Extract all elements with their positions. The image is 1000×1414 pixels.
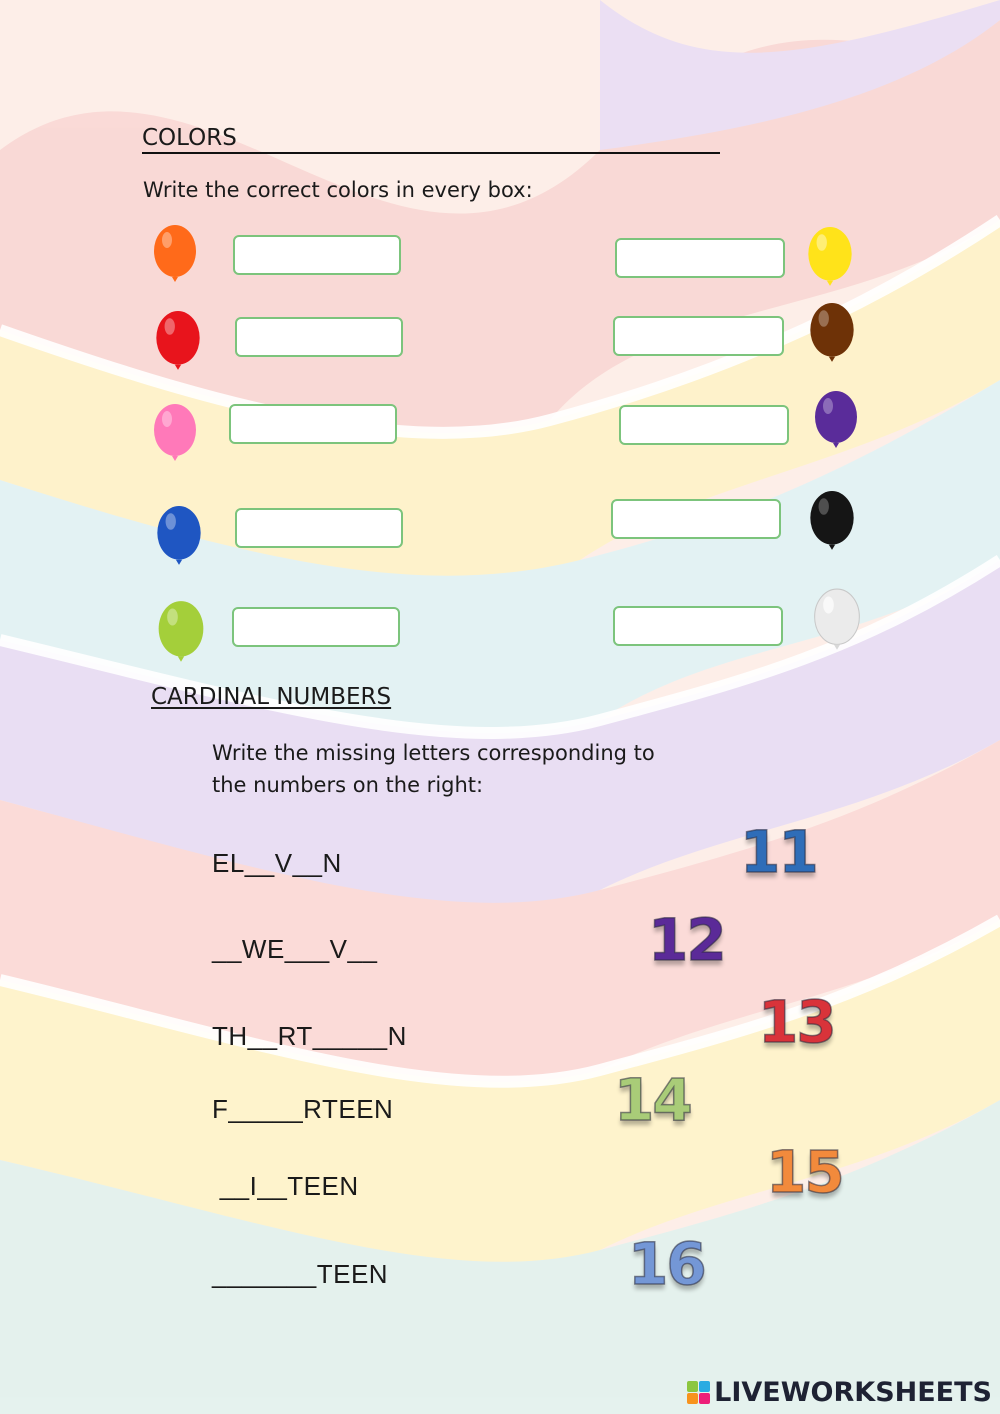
balloon-red-icon — [154, 310, 202, 374]
liveworksheets-logo — [687, 1377, 992, 1408]
numbers-instruction-line-1: Write the missing letters corresponding to — [212, 741, 655, 765]
number-12-graphic: 12 — [648, 906, 725, 974]
balloon-brown-icon — [806, 302, 858, 366]
answer-box-black[interactable] — [611, 499, 781, 539]
liveworksheets-logo-text: LIVEWORKSHEETS — [714, 1377, 992, 1408]
cardinal-numbers-heading: CARDINAL NUMBERS — [151, 684, 392, 710]
colors-heading: COLORS — [142, 124, 720, 154]
balloon-pink-icon — [152, 402, 198, 466]
balloon-purple-icon — [812, 390, 860, 452]
numbers-instruction-line-2: the numbers on the right: — [212, 773, 484, 797]
number-16-graphic: 16 — [628, 1230, 705, 1298]
answer-box-green[interactable] — [232, 607, 400, 647]
word-puzzle-sixteen[interactable]: _______TEEN — [212, 1259, 389, 1289]
colors-instruction: Write the correct colors in every box: — [143, 178, 533, 202]
balloon-green-icon — [155, 600, 207, 666]
number-15-graphic: 15 — [766, 1138, 843, 1206]
word-puzzle-fourteen[interactable]: F_____RTEEN — [212, 1094, 394, 1124]
answer-box-white[interactable] — [613, 606, 783, 646]
word-puzzle-thirteen[interactable]: TH__RT_____N — [212, 1021, 407, 1051]
number-14-graphic: 14 — [614, 1066, 691, 1134]
balloon-white-icon — [810, 588, 864, 654]
answer-box-purple[interactable] — [619, 405, 789, 445]
word-puzzle-fifteen[interactable]: __I__TEEN — [212, 1171, 359, 1201]
balloon-yellow-icon — [806, 226, 854, 290]
number-13-graphic: 13 — [758, 988, 835, 1056]
answer-box-orange[interactable] — [233, 235, 401, 275]
answer-box-yellow[interactable] — [615, 238, 785, 278]
word-puzzle-twelve[interactable]: __WE___V__ — [212, 934, 378, 964]
number-11-graphic: 11 — [740, 818, 817, 886]
word-puzzle-eleven[interactable]: EL__V__N — [212, 848, 342, 878]
answer-box-brown[interactable] — [613, 316, 784, 356]
answer-box-pink[interactable] — [229, 404, 397, 444]
balloon-black-icon — [806, 490, 858, 554]
balloon-blue-icon — [154, 505, 204, 569]
liveworksheets-logo-icon — [687, 1381, 710, 1404]
answer-box-blue[interactable] — [235, 508, 403, 548]
answer-box-red[interactable] — [235, 317, 403, 357]
balloon-orange-icon — [152, 224, 198, 286]
